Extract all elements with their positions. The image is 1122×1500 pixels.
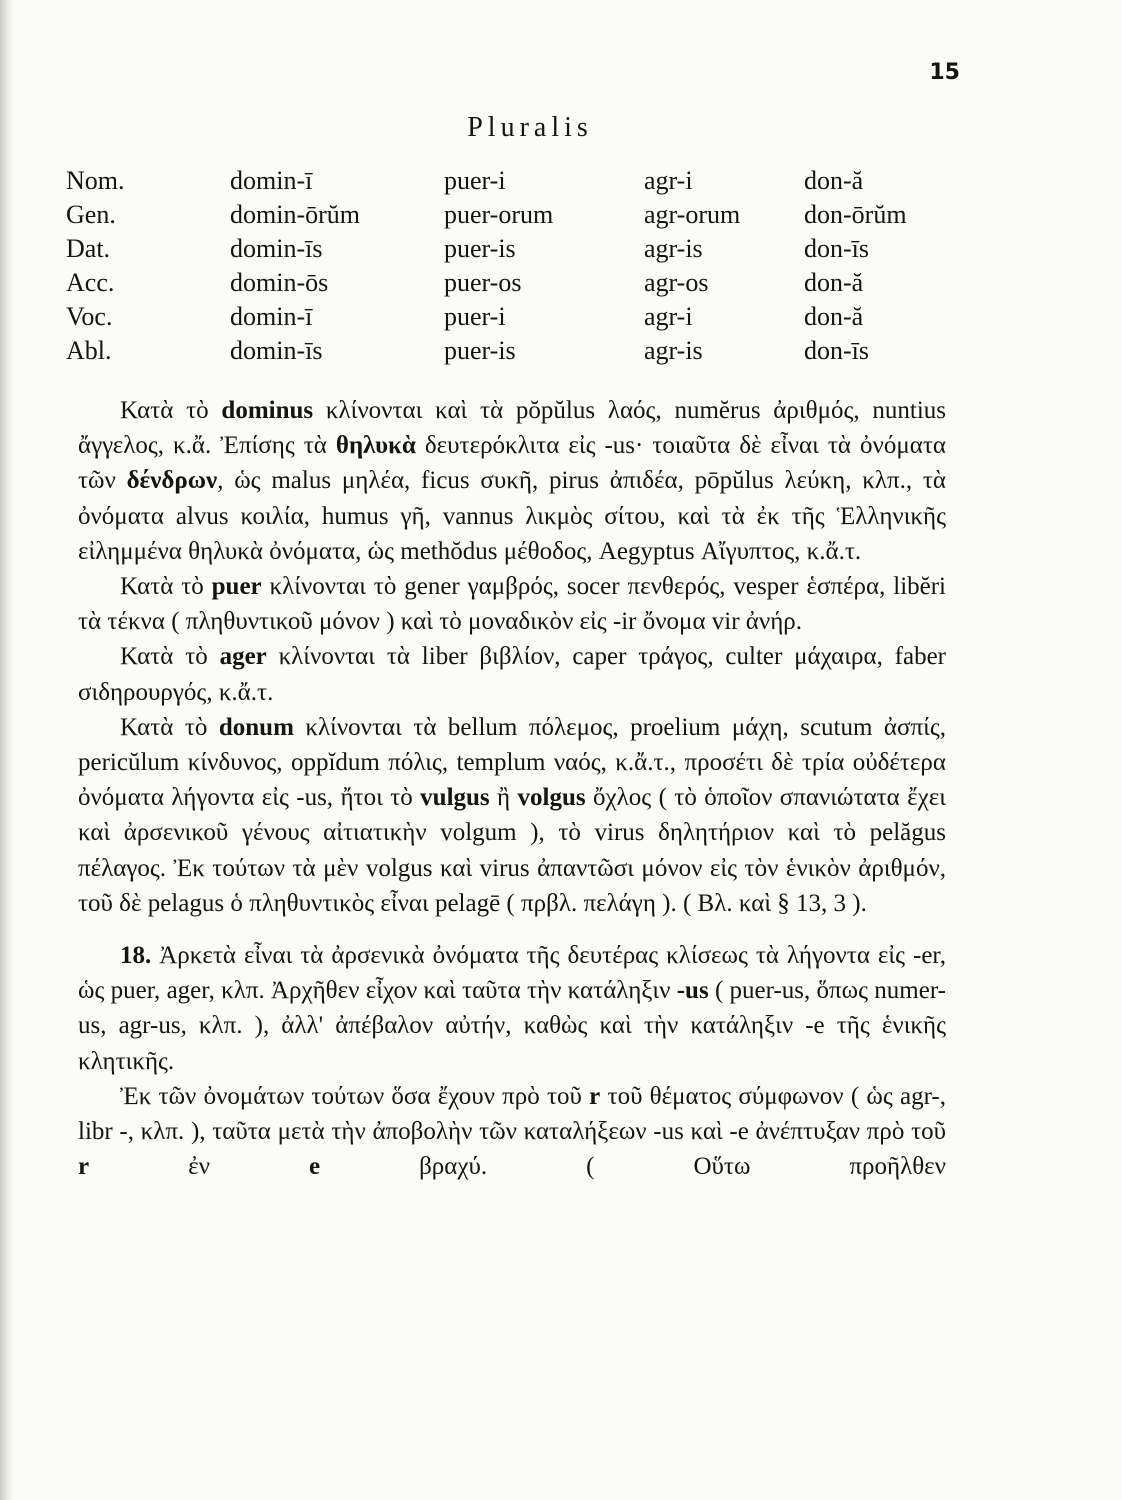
declension-row bbox=[66, 198, 944, 232]
case-label: Voc. bbox=[66, 302, 113, 331]
declension-row bbox=[66, 300, 944, 334]
text-run: δευτερόκλιτα εἰς -us· τοιαῦτα δὲ εἶναι τὰ ὀνόματα τῶν bbox=[78, 432, 946, 495]
page-binding-shadow bbox=[0, 0, 14, 1500]
case-label: Abl. bbox=[66, 336, 112, 365]
bold-term: volgus bbox=[517, 784, 586, 812]
bold-term: dominus bbox=[221, 397, 314, 424]
text-run: ἢ bbox=[489, 784, 518, 812]
declension-form: don-īs bbox=[804, 234, 869, 263]
bold-term: -us bbox=[676, 977, 709, 1005]
case-label: Acc. bbox=[66, 268, 115, 297]
bold-term: θηλυκὰ bbox=[335, 432, 416, 460]
declension-row bbox=[66, 232, 944, 266]
text-run: ὄχλος ( τὸ ὁποῖον σπανιώτατα ἔχει καὶ ἀρσενικοῦ γένους αἰτιατικὴν volgum ), τὸ virus δηλητήριον καὶ τὸ pelăgus πέλαγος. Ἐκ τούτων τὰ μὲν volgus καὶ virus ἀπαντῶσι μόνον εἰς τὸν ἑνικὸν ἀριθμόν, τοῦ δὲ pelagus ὁ πληθυντικὸς εἶναι pelagē ( πρβλ. πελάγη ). ( Βλ. καὶ § 13, 3 ). bbox=[78, 784, 947, 917]
paragraph-p6 bbox=[78, 1079, 946, 1185]
text-run: κλίνονται καὶ τὰ pŏpŭlus λαός, numĕrus ἀριθμός, nuntius ἄγγελος, κ.ἄ. Ἐπίσης τὰ bbox=[78, 397, 946, 460]
bold-term: 18. bbox=[120, 942, 152, 970]
declension-form: puer-orum bbox=[444, 200, 554, 229]
declension-form: domin-ōs bbox=[230, 268, 329, 297]
bold-term: puer bbox=[211, 573, 262, 601]
declension-row bbox=[66, 266, 944, 300]
declension-form: puer-os bbox=[444, 268, 522, 297]
declension-form: puer-is bbox=[444, 234, 516, 263]
declension-form: domin-ī bbox=[230, 166, 313, 195]
text-run: τοῦ θέματος σύμφωνον ( ὡς agr-, libr -, κλπ. ), ταῦτα μετὰ τὴν ἀποβολὴν τῶν καταλήξεων -us καὶ -e ἀνέπτυξαν πρὸ τοῦ bbox=[78, 1082, 946, 1146]
text-run: Κατὰ τὸ bbox=[120, 573, 212, 601]
body-text bbox=[78, 393, 946, 1184]
case-label: Gen. bbox=[66, 200, 116, 229]
case-label: Nom. bbox=[66, 166, 125, 195]
declension-form: don-ă bbox=[804, 268, 864, 297]
text-run: κλίνονται τὰ bellum πόλεμος, proelium μάχη, scutum ἀσπίς, pericŭlum κίνδυνος, oppĭdum πόλις, templum ναός, κ.ἄ.τ., προσέτι δὲ τρία οὐδέτερα ὀνόματα λήγοντα εἰς -us, ἤτοι τὸ bbox=[78, 713, 946, 812]
text-run: ἐν bbox=[89, 1153, 309, 1181]
declension-form: agr-os bbox=[644, 268, 709, 297]
declension-form: don-ă bbox=[804, 166, 864, 195]
declension-form: don-ōrŭm bbox=[804, 200, 907, 229]
bold-term: ager bbox=[219, 643, 267, 671]
paragraph-p3 bbox=[78, 639, 946, 709]
text-run: βραχύ. ( Οὕτω προῆλθεν bbox=[320, 1153, 946, 1181]
bold-term: δένδρων bbox=[126, 467, 218, 495]
declension-form: domin-īs bbox=[230, 336, 323, 365]
declension-table bbox=[66, 164, 944, 368]
declension-row bbox=[66, 164, 944, 198]
text-run: Ἐκ τῶν ὀνομάτων τούτων ὅσα ἔχουν πρὸ τοῦ bbox=[120, 1082, 590, 1110]
declension-form: domin-īs bbox=[230, 234, 323, 263]
paragraph-p4 bbox=[78, 710, 946, 921]
text-run: , ὡς malus μηλέα, ficus συκῆ, pirus ἀπιδέα, pōpŭlus λεύκη, κλπ., τὰ ὀνόματα alvus κοιλία, humus γῆ, vannus λικμὸς σίτου, καὶ τὰ ἐκ τῆς Ἑλληνικῆς εἰλημμένα θηλυκὰ ὀνόματα, ὡς methŏdus μέθοδος, Aegyptus Αἴγυπτος, κ.ἄ.τ. bbox=[78, 467, 946, 565]
bold-term: vulgus bbox=[420, 784, 490, 812]
page-number: 15 bbox=[929, 60, 960, 85]
paragraph-p5 bbox=[78, 938, 946, 1079]
bold-term: e bbox=[308, 1153, 321, 1181]
declension-form: don-ă bbox=[804, 302, 864, 331]
case-label: Dat. bbox=[66, 234, 111, 263]
declension-form: agr-i bbox=[644, 302, 693, 331]
declension-form: don-īs bbox=[804, 336, 869, 365]
declension-row bbox=[66, 334, 944, 368]
declension-form: agr-is bbox=[644, 234, 703, 263]
declension-form: agr-orum bbox=[644, 200, 741, 229]
bold-term: donum bbox=[218, 713, 294, 741]
text-run: Ἀρκετὰ εἶναι τὰ ἀρσενικὰ ὀνόματα τῆς δευτέρας κλίσεως τὰ λήγοντα εἰς -er, ὡς puer, ager, κλπ. Ἀρχῆθεν εἶχον καὶ ταῦτα τὴν κατάληξιν bbox=[78, 942, 946, 1005]
text-run: κλίνονται τὰ liber βιβλίον, caper τράγος, culter μάχαιρα, faber σιδηρουργός, κ.ἄ.τ. bbox=[78, 643, 946, 706]
declension-form: domin-ī bbox=[230, 302, 313, 331]
declension-form: puer-i bbox=[444, 166, 506, 195]
text-run: Κατὰ τὸ bbox=[120, 643, 220, 671]
text-run: Κατὰ τὸ bbox=[120, 713, 219, 741]
text-run: Κατὰ τὸ bbox=[120, 397, 222, 424]
text-run: ( puer-us, ὅπως numer-us, agr-us, κλπ. ), ἀλλ' ἀπέβαλον αὐτήν, καθὼς καὶ τὴν κατάληξιν -e τῆς ἑνικῆς κλητικῆς. bbox=[78, 977, 946, 1075]
section-heading-pluralis: Pluralis bbox=[467, 112, 593, 143]
paragraph-p1 bbox=[78, 393, 946, 569]
declension-form: domin-ōrŭm bbox=[230, 200, 360, 229]
declension-form: agr-i bbox=[644, 166, 693, 195]
bold-term: r bbox=[589, 1082, 601, 1110]
declension-form: puer-is bbox=[444, 336, 516, 365]
declension-form: agr-is bbox=[644, 336, 703, 365]
paragraph-p2 bbox=[78, 569, 946, 639]
text-run: κλίνονται τὸ gener γαμβρός, socer πενθερός, vesper ἑσπέρα, libĕri τὰ τέκνα ( πληθυντικοῦ μόνον ) καὶ τὸ μοναδικὸν εἰς -ir ὄνομα vir ἀνήρ. bbox=[78, 573, 947, 636]
bold-term: r bbox=[78, 1153, 90, 1181]
declension-form: puer-i bbox=[444, 302, 506, 331]
